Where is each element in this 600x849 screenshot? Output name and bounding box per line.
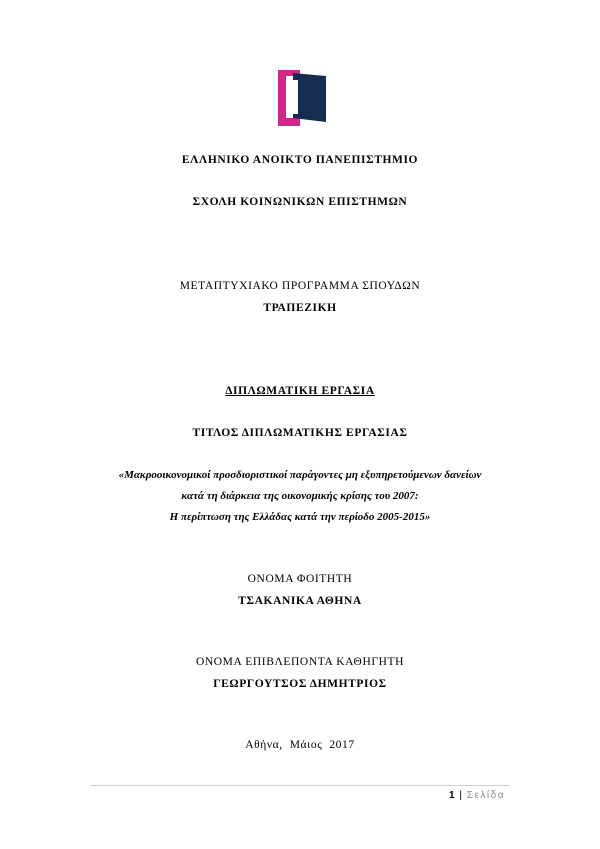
place-date: Αθήνα, Μάιος 2017 <box>245 739 355 751</box>
school-name: ΣΧΟΛΗ ΚΟΙΝΩΝΙΚΩΝ ΕΠΙΣΤΗΜΩΝ <box>192 196 408 208</box>
thesis-title-line-1: «Μακροοικονομικοί προσδιοριστικοί παράγοντες μη εξυπηρετούμενων δανείων <box>118 469 482 481</box>
footer-separator: | <box>459 790 462 801</box>
university-logo <box>278 70 328 128</box>
thesis-title-line-3: Η περίπτωση της Ελλάδας κατά την περίοδο 2005-2015» <box>169 511 431 523</box>
page-number: 1 <box>449 790 455 801</box>
student-name: ΤΣΑΚΑΝΙΚΑ ΑΘΗΝΑ <box>238 595 362 607</box>
thesis-heading: ΔΙΠΛΩΜΑΤΙΚΗ ΕΡΓΑΣΙΑ <box>225 385 375 397</box>
page-word: Σελίδα <box>466 790 505 801</box>
supervisor-label: ΟΝΟΜΑ ΕΠΙΒΛΕΠΟΝΤΑ ΚΑΘΗΓΗΤΗ <box>195 656 405 668</box>
student-label: ΟΝΟΜΑ ΦΟΙΤΗΤΗ <box>247 573 353 585</box>
thesis-title-label: ΤΙΤΛΟΣ ΔΙΠΛΩΜΑΤΙΚΗΣ ΕΡΓΑΣΙΑΣ <box>192 427 408 439</box>
page-footer <box>449 790 505 801</box>
supervisor-name: ΓΕΩΡΓΟΥΤΣΟΣ ΔΗΜΗΤΡΙΟΣ <box>213 678 387 690</box>
thesis-title-line-2: κατά τη διάρκεια της οικονομικής κρίσης του 2007: <box>181 490 419 502</box>
program-label: ΜΕΤΑΠΤΥΧΙΑΚΟ ΠΡΟΓΡΑΜΜΑ ΣΠΟΥΔΩΝ <box>179 280 421 292</box>
university-name: ΕΛΛΗΝΙΚΟ ΑΝΟΙΚΤΟ ΠΑΝΕΠΙΣΤΗΜΙΟ <box>181 154 419 166</box>
program-name: ΤΡΑΠΕΖΙΚΗ <box>263 302 337 314</box>
footer-divider <box>90 785 510 786</box>
